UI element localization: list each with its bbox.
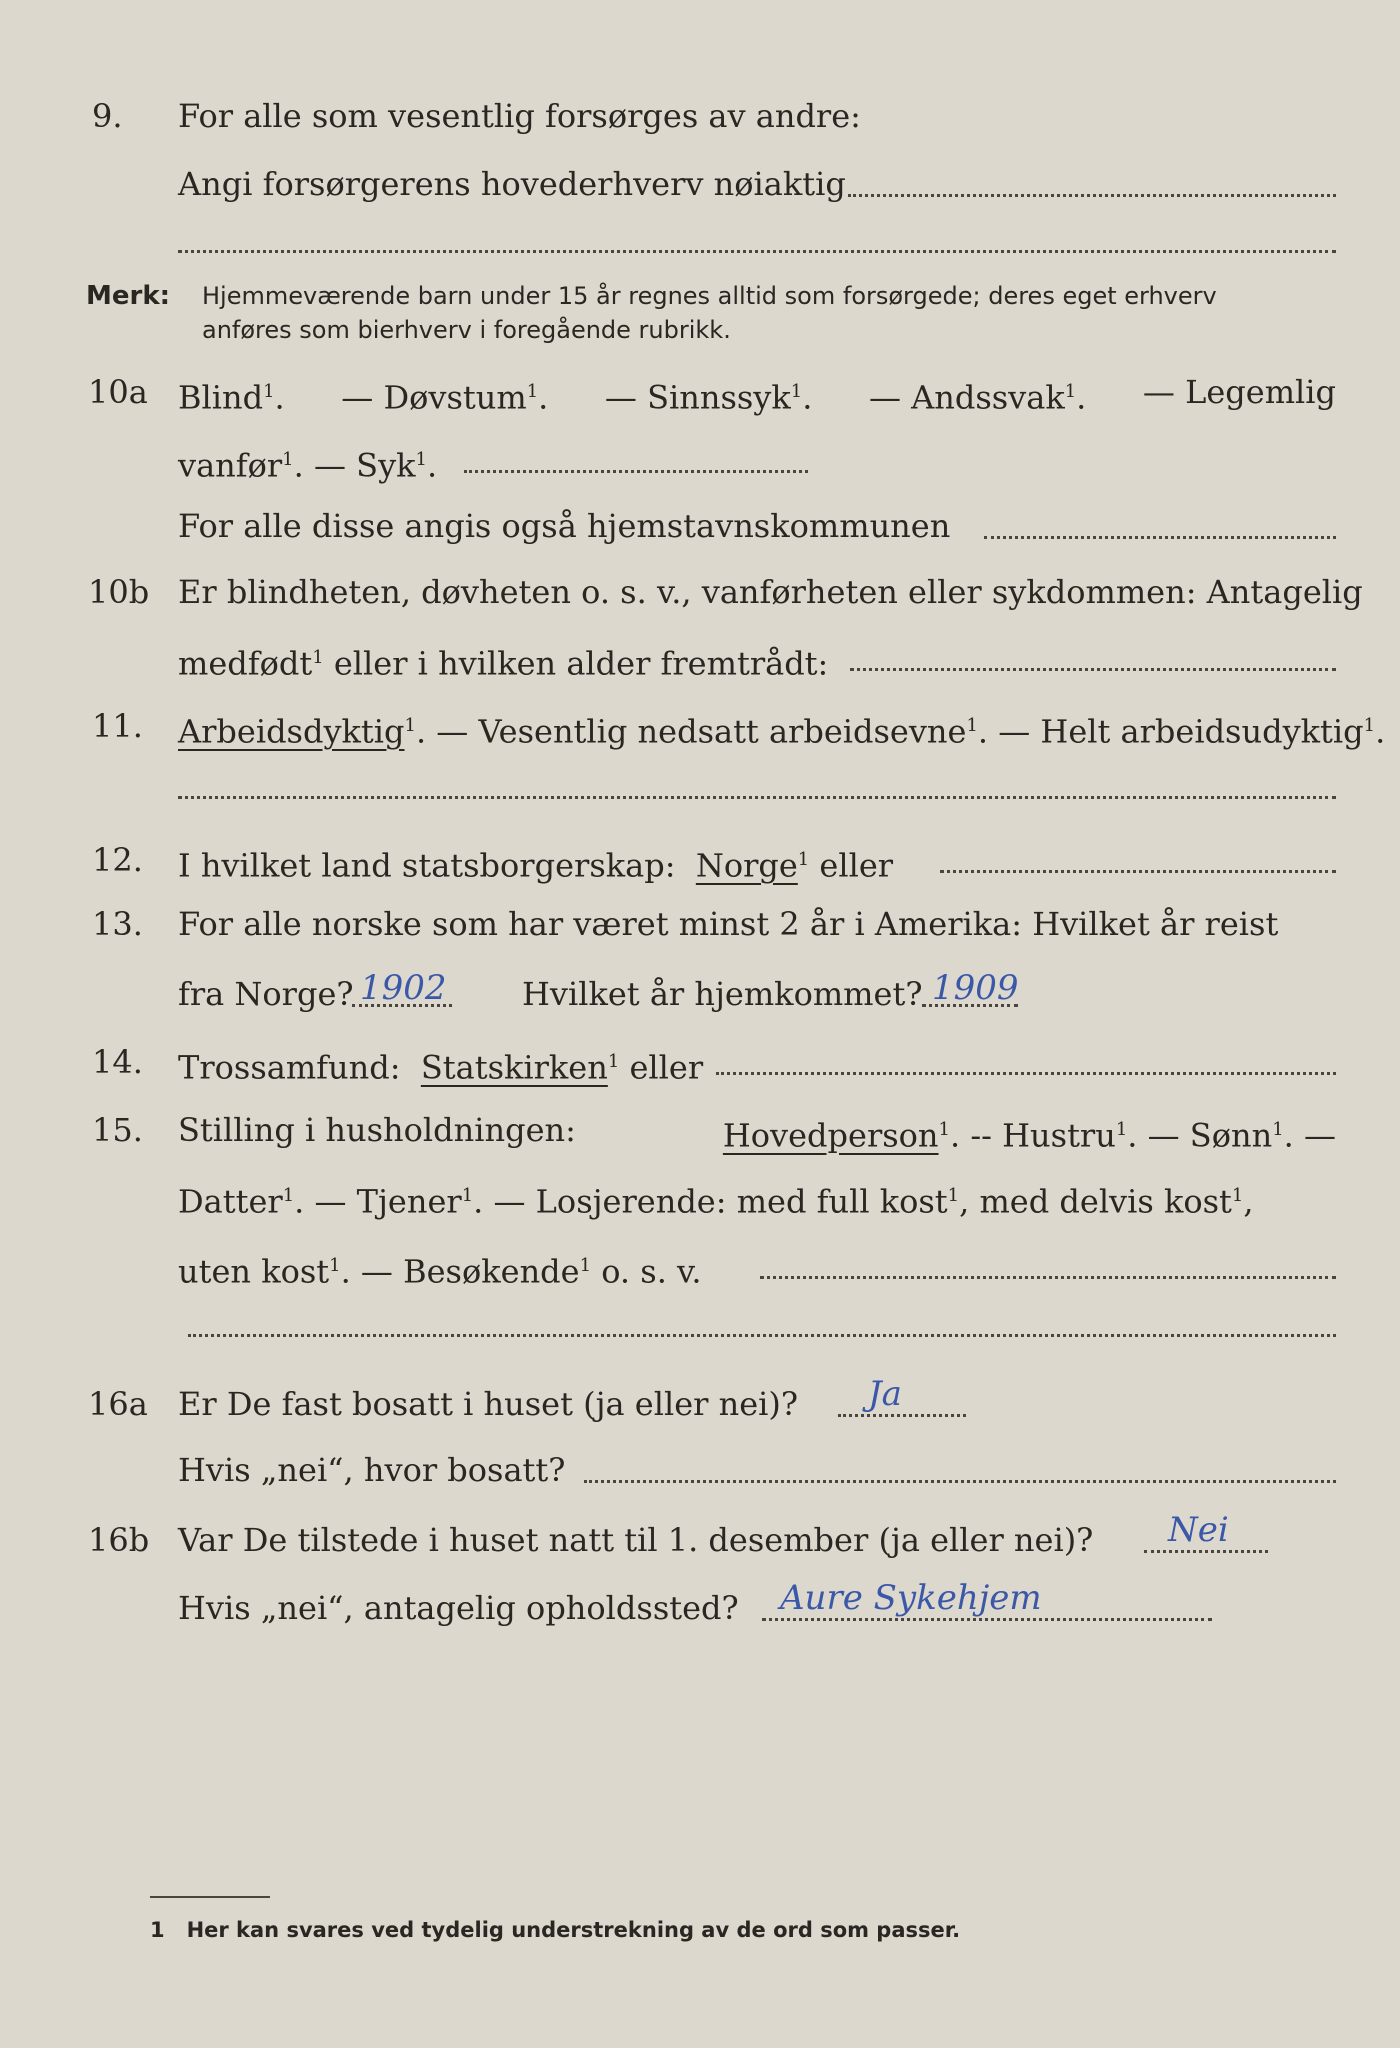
footnote-text: Her kan svares ved tydelig understrekning av de ord som passer.	[186, 1918, 961, 1942]
question-text: For alle disse angis også hjemstavnskommunen	[178, 507, 951, 545]
answer-field[interactable]	[922, 1004, 1018, 1007]
question-text: Er De fast bosatt i huset (ja eller nei)?	[178, 1385, 799, 1423]
footnote	[150, 1918, 960, 1942]
question-text: Trossamfund: Statskirken$^1$ eller	[178, 1048, 704, 1087]
answer-norge-selected[interactable]: Norge	[695, 846, 798, 885]
question-number: 10a	[88, 373, 148, 411]
option-dovstum[interactable]: — Døvstum$^1$.	[341, 378, 549, 417]
question-text: Hvilket år hjemkommet?	[522, 975, 923, 1013]
answer-field[interactable]	[984, 536, 1336, 539]
answer-field[interactable]	[760, 1276, 1336, 1279]
answer-field[interactable]	[848, 194, 1336, 197]
answer-statskirken-selected[interactable]: Statskirken	[420, 1048, 608, 1087]
question-number: 16b	[88, 1521, 150, 1559]
option-legemlig[interactable]: — Legemlig	[1142, 373, 1336, 411]
household-options: Stilling i husholdningen: Hovedperson$^1$. -- Hustru$^1$. — Sønn$^1$. —	[178, 1111, 1336, 1155]
answer-field[interactable]	[584, 1480, 1336, 1483]
answer-field[interactable]	[850, 668, 1336, 671]
option-blind[interactable]: Blind$^1$.	[178, 378, 285, 417]
handwritten-answer-ja[interactable]: Ja	[868, 1374, 902, 1414]
option-hovedperson-selected[interactable]: Hovedperson	[722, 1116, 939, 1155]
answer-field[interactable]	[352, 1004, 452, 1007]
answer-field[interactable]	[178, 796, 1336, 799]
option-nedsatt[interactable]: . — Vesentlig nedsatt arbeidsevne	[415, 712, 967, 751]
disability-options	[178, 372, 1336, 418]
answer-field[interactable]	[178, 250, 1336, 253]
question-number: 9.	[92, 97, 123, 135]
question-text: uten kost$^1$. — Besøkende$^1$ o. s. v.	[178, 1252, 702, 1291]
footnote-rule	[150, 1896, 270, 1898]
question-text: Hvis „nei“, hvor bosatt?	[178, 1451, 566, 1489]
question-text: For alle norske som har været minst 2 år i Amerika: Hvilket år reist	[178, 905, 1279, 943]
answer-field[interactable]	[940, 870, 1336, 873]
handwritten-year-left[interactable]: 1902	[360, 968, 447, 1008]
question-text: Var De tilstede i huset natt til 1. desember (ja eller nei)?	[178, 1521, 1094, 1559]
question-text: Er blindheten, døvheten o. s. v., vanførheten eller sykdommen: Antagelig	[178, 573, 1363, 611]
answer-field[interactable]	[716, 1072, 1336, 1075]
handwritten-answer-nei[interactable]: Nei	[1168, 1510, 1229, 1550]
question-text: For alle som vesentlig forsørges av andre:	[178, 97, 861, 135]
option-sinnssyk[interactable]: — Sinnssyk$^1$.	[604, 378, 813, 417]
option-andssvak[interactable]: — Andssvak$^1$.	[868, 378, 1087, 417]
answer-field[interactable]	[188, 1334, 1336, 1337]
note-text: anføres som bierhverv i foregående rubrikk.	[202, 316, 731, 344]
note-label: Merk:	[86, 281, 171, 311]
household-options: Datter$^1$. — Tjener$^1$. — Losjerende: med full kost$^1$, med delvis kost$^1$,	[178, 1182, 1254, 1221]
answer-field[interactable]	[838, 1414, 966, 1417]
handwritten-year-back[interactable]: 1909	[932, 968, 1019, 1008]
footnote-mark: 1	[150, 1918, 165, 1942]
question-text: vanfør$^1$. — Syk$^1$.	[178, 446, 438, 485]
question-number: 13.	[92, 905, 143, 943]
question-text: I hvilket land statsborgerskap: Norge$^1$ eller	[178, 846, 894, 885]
note-text: Hjemmeværende barn under 15 år regnes alltid som forsørgede; deres eget erhverv	[202, 282, 1217, 310]
option-vanfor[interactable]: vanfør	[178, 446, 283, 485]
answer-field[interactable]	[1144, 1550, 1268, 1553]
option-arbeidsdyktig-selected[interactable]: Arbeidsdyktig	[178, 712, 405, 751]
question-number: 12.	[92, 841, 143, 879]
handwritten-answer-stay[interactable]: Aure Sykehjem	[780, 1578, 1042, 1618]
question-text: Hvis „nei“, antagelig opholdssted?	[178, 1589, 739, 1627]
answer-field[interactable]	[464, 470, 808, 473]
answer-field[interactable]	[762, 1618, 1212, 1621]
option-syk[interactable]: . — Syk	[293, 446, 416, 485]
question-text: fra Norge?	[178, 975, 354, 1013]
question-number: 14.	[92, 1043, 143, 1081]
question-number: 16a	[88, 1385, 148, 1423]
question-text: Arbeidsdyktig$^1$. — Vesentlig nedsatt arbeidsevne$^1$. — Helt arbeidsudyktig$^1$.	[178, 712, 1386, 751]
question-number: 10b	[88, 573, 150, 611]
question-number: 15.	[92, 1111, 143, 1149]
option-udyktig[interactable]: . — Helt arbeidsudyktig	[977, 712, 1364, 751]
question-number: 11.	[92, 707, 143, 745]
question-text: medfødt$^1$ eller i hvilken alder fremtrådt:	[178, 644, 829, 683]
question-text: Angi forsørgerens hovederhverv nøiaktig	[178, 165, 846, 203]
